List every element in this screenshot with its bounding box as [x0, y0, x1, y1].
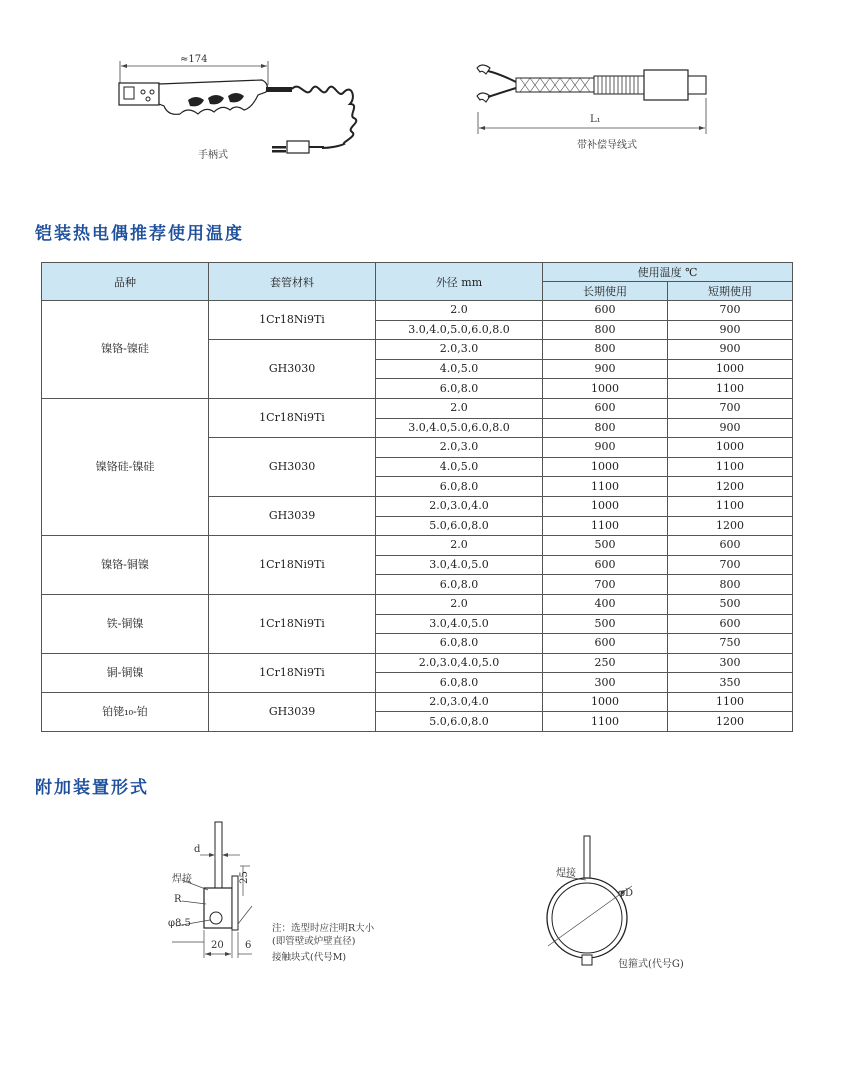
cell-short-term: 750: [668, 634, 793, 654]
cell-long-term: 500: [543, 536, 668, 556]
cell-material: GH3039: [209, 692, 376, 731]
block-phi-label: φ8.5: [168, 918, 191, 929]
cell-short-term: 700: [668, 398, 793, 418]
cell-short-term: 1000: [668, 438, 793, 458]
cell-long-term: 800: [543, 340, 668, 360]
cell-short-term: 1100: [668, 496, 793, 516]
cell-variety: 镍铬硅-镍硅: [42, 398, 209, 535]
block-d-label: d: [194, 844, 201, 855]
cell-diameter: 5.0,6.0,8.0: [376, 516, 543, 536]
cell-variety: 镍铬-镍硅: [42, 301, 209, 399]
cell-diameter: 6.0,8.0: [376, 673, 543, 693]
cell-material: 1Cr18Ni9Ti: [209, 653, 376, 692]
cell-diameter: 3.0,4.0,5.0: [376, 555, 543, 575]
cell-short-term: 800: [668, 575, 793, 595]
cell-diameter: 2.0,3.0,4.0,5.0: [376, 653, 543, 673]
cell-diameter: 5.0,6.0,8.0: [376, 712, 543, 732]
block-caption: 接触块式(代号M): [272, 952, 347, 963]
hoop-weld-label: 焊接: [556, 868, 576, 879]
header-variety: 品种: [42, 263, 209, 301]
cell-short-term: 1100: [668, 457, 793, 477]
cell-diameter: 2.0: [376, 536, 543, 556]
header-diameter: 外径 mm: [376, 263, 543, 301]
cell-diameter: 3.0,4.0,5.0,6.0,8.0: [376, 418, 543, 438]
cell-material: GH3030: [209, 438, 376, 497]
cell-diameter: 6.0,8.0: [376, 575, 543, 595]
cell-long-term: 300: [543, 673, 668, 693]
cell-short-term: 600: [668, 536, 793, 556]
cell-long-term: 1000: [543, 457, 668, 477]
block-weld-label: 焊接: [172, 874, 192, 885]
cell-diameter: 3.0,4.0,5.0: [376, 614, 543, 634]
cell-long-term: 800: [543, 418, 668, 438]
cell-long-term: 600: [543, 634, 668, 654]
cell-short-term: 700: [668, 555, 793, 575]
cell-long-term: 800: [543, 320, 668, 340]
cell-short-term: 350: [668, 673, 793, 693]
block-thickness-label: 6: [245, 940, 252, 951]
cell-material: 1Cr18Ni9Ti: [209, 594, 376, 653]
block-note-line-1: 注：选型时应注明R大小: [272, 923, 375, 934]
block-width-label: 20: [211, 940, 224, 951]
hoop-caption: 包箍式(代号G): [618, 959, 684, 970]
compensation-caption: 带补偿导线式: [577, 140, 637, 151]
cell-variety: 铜-铜镍: [42, 653, 209, 692]
cell-diameter: 2.0,3.0,4.0: [376, 692, 543, 712]
cell-diameter: 6.0,8.0: [376, 634, 543, 654]
cell-variety: 铂铑₁₀-铂: [42, 692, 209, 731]
cell-long-term: 400: [543, 594, 668, 614]
cell-long-term: 250: [543, 653, 668, 673]
block-r-label: R: [174, 894, 182, 905]
cell-variety: 镍铬-铜镍: [42, 536, 209, 595]
cell-long-term: 600: [543, 555, 668, 575]
header-temperature: 使用温度 ℃: [543, 263, 793, 282]
cell-long-term: 1000: [543, 379, 668, 399]
section-title-recommended-temperature: 铠装热电偶推荐使用温度: [35, 224, 244, 244]
header-short-term: 短期使用: [668, 282, 793, 301]
cell-diameter: 2.0: [376, 594, 543, 614]
cell-material: GH3039: [209, 496, 376, 535]
block-height-label: 25: [238, 871, 250, 884]
cell-long-term: 500: [543, 614, 668, 634]
cell-short-term: 700: [668, 301, 793, 321]
header-material: 套管材料: [209, 263, 376, 301]
cell-diameter: 3.0,4.0,5.0,6.0,8.0: [376, 320, 543, 340]
cell-short-term: 1100: [668, 379, 793, 399]
cell-short-term: 1200: [668, 477, 793, 497]
cell-diameter: 6.0,8.0: [376, 477, 543, 497]
hoop-diameter-label: φD: [618, 888, 634, 899]
cell-short-term: 300: [668, 653, 793, 673]
cell-short-term: 1200: [668, 516, 793, 536]
cell-short-term: 900: [668, 320, 793, 340]
cell-material: 1Cr18Ni9Ti: [209, 398, 376, 437]
cell-long-term: 1100: [543, 477, 668, 497]
cell-short-term: 600: [668, 614, 793, 634]
compensation-dimension: L₁: [590, 114, 601, 125]
cell-short-term: 900: [668, 340, 793, 360]
handle-dimension: ≈174: [180, 54, 208, 65]
cell-long-term: 1100: [543, 712, 668, 732]
cell-diameter: 2.0,3.0: [376, 340, 543, 360]
header-long-term: 长期使用: [543, 282, 668, 301]
cell-short-term: 1000: [668, 359, 793, 379]
cell-diameter: 4.0,5.0: [376, 457, 543, 477]
cell-material: 1Cr18Ni9Ti: [209, 536, 376, 595]
cell-material: 1Cr18Ni9Ti: [209, 301, 376, 340]
cell-diameter: 2.0: [376, 398, 543, 418]
cell-diameter: 6.0,8.0: [376, 379, 543, 399]
cell-long-term: 700: [543, 575, 668, 595]
cell-long-term: 900: [543, 359, 668, 379]
section-title-attachment-types: 附加装置形式: [35, 778, 149, 798]
cell-long-term: 1100: [543, 516, 668, 536]
cell-short-term: 1100: [668, 692, 793, 712]
cell-variety: 铁-铜镍: [42, 594, 209, 653]
cell-long-term: 600: [543, 301, 668, 321]
cell-short-term: 900: [668, 418, 793, 438]
cell-long-term: 1000: [543, 496, 668, 516]
cell-diameter: 2.0,3.0: [376, 438, 543, 458]
cell-short-term: 1200: [668, 712, 793, 732]
cell-diameter: 2.0,3.0,4.0: [376, 496, 543, 516]
cell-material: GH3030: [209, 340, 376, 399]
cell-short-term: 500: [668, 594, 793, 614]
cell-long-term: 1000: [543, 692, 668, 712]
handle-caption: 手柄式: [198, 150, 228, 161]
cell-diameter: 4.0,5.0: [376, 359, 543, 379]
block-note-line-2: (即管壁或炉壁直径): [272, 936, 356, 947]
cell-diameter: 2.0: [376, 301, 543, 321]
cell-long-term: 600: [543, 398, 668, 418]
cell-long-term: 900: [543, 438, 668, 458]
